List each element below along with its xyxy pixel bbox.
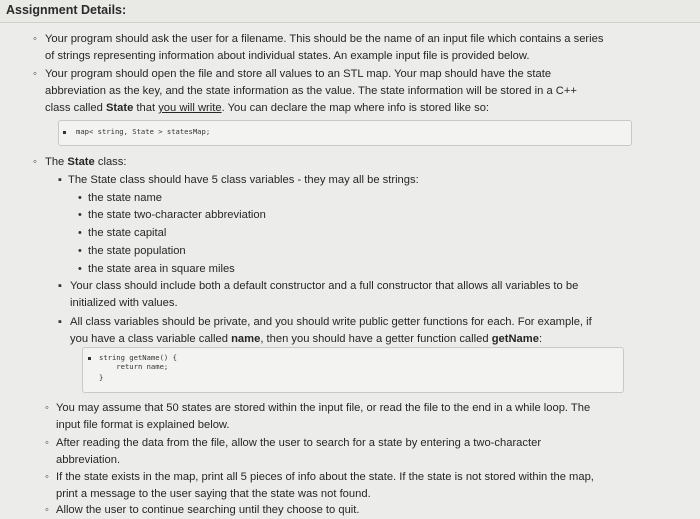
text-segment: you have a class variable called [70, 333, 232, 345]
bullet-icon: ◦ [45, 471, 49, 483]
var-item: the state two-character abbreviation [88, 209, 266, 221]
square-bullet-icon [63, 131, 66, 134]
bullet-icon: • [78, 192, 82, 204]
square-bullet-icon [88, 357, 91, 360]
bullet-icon: • [78, 263, 82, 275]
final-bullet-1-line-2: input file format is explained below. [56, 419, 230, 431]
text-segment: that [133, 102, 159, 114]
getter-code-line-3: } [99, 373, 104, 382]
bullet-icon: ◦ [45, 402, 49, 414]
map-code: map< string, State > statesMap; [76, 127, 211, 136]
final-bullet-3-line-1: If the state exists in the map, print all 5 pieces of info about the state. If the state is not stored within the map, [56, 471, 594, 483]
bullet-icon: • [78, 209, 82, 221]
constructor-line-1: Your class should include both a default constructor and a full constructor that allows all variables to be [70, 280, 579, 292]
bullet-icon: ◦ [45, 437, 49, 449]
bullet-icon: • [78, 245, 82, 257]
class-name-state: State [67, 156, 95, 168]
intro-bullet-2-line-3 [45, 100, 489, 116]
getter-code-line-2: return name; [99, 362, 169, 371]
intro-bullet-1-line-2: of strings representing information about individual states. An example input file is provided below. [45, 50, 530, 62]
header-bar [0, 0, 700, 23]
final-bullet-3-line-2: print a message to the user saying that the state was not found. [56, 488, 371, 500]
constructor-line-2: initialized with values. [70, 297, 178, 309]
bullet-icon: ▪ [58, 174, 62, 186]
text-segment: The [45, 156, 68, 168]
final-bullet-1-line-1: You may assume that 50 states are stored within the input file, or read the file to the end in a while loop. The [56, 402, 591, 414]
var-item: the state population [88, 245, 186, 257]
bullet-icon: ◦ [33, 156, 37, 168]
private-line-1: All class variables should be private, and you should write public getter functions for each. For example, if [70, 316, 592, 328]
class-name-state: State [105, 102, 134, 114]
var-item: the state name [88, 192, 163, 204]
state-class-heading [45, 154, 126, 170]
intro-bullet-2-line-1: Your program should open the file and store all values to an STL map. Your map should have the state [45, 68, 552, 80]
final-bullet-4-line-1: Allow the user to continue searching until they choose to quit. [56, 504, 360, 516]
final-bullet-2-line-2: abbreviation. [56, 454, 121, 466]
final-bullet-2-line-1: After reading the data from the file, allow the user to search for a state by entering a two-character [56, 437, 542, 449]
underlined-text: you will write [158, 102, 222, 114]
bullet-icon: ◦ [45, 504, 49, 516]
bullet-icon: ▪ [58, 280, 62, 292]
bullet-icon: ▪ [58, 316, 62, 328]
private-line-2 [70, 331, 542, 347]
variable-name: name [231, 333, 261, 345]
bullet-icon: • [78, 227, 82, 239]
getter-code-line-1: string getName() { [99, 353, 177, 362]
text-segment: : [538, 333, 543, 345]
function-name: getName [491, 333, 539, 345]
bullet-icon: ◦ [33, 68, 37, 80]
text-segment: class called [45, 102, 106, 114]
intro-bullet-2-line-2: abbreviation as the key, and the state information as the value. The state information will be stored in a C++ [45, 85, 577, 97]
text-segment: class: [94, 156, 127, 168]
vars-intro: The State class should have 5 class variables - they may all be strings: [68, 174, 419, 186]
var-item: the state capital [88, 227, 167, 239]
bullet-icon: ◦ [33, 33, 37, 45]
page-title: Assignment Details: [6, 3, 127, 17]
var-item: the state area in square miles [88, 263, 235, 275]
text-segment: , then you should have a getter function called [260, 333, 492, 345]
text-segment: . You can declare the map where info is stored like so: [221, 102, 490, 114]
intro-bullet-1-line-1: Your program should ask the user for a filename. This should be the name of an input file which contains a series [45, 33, 604, 45]
